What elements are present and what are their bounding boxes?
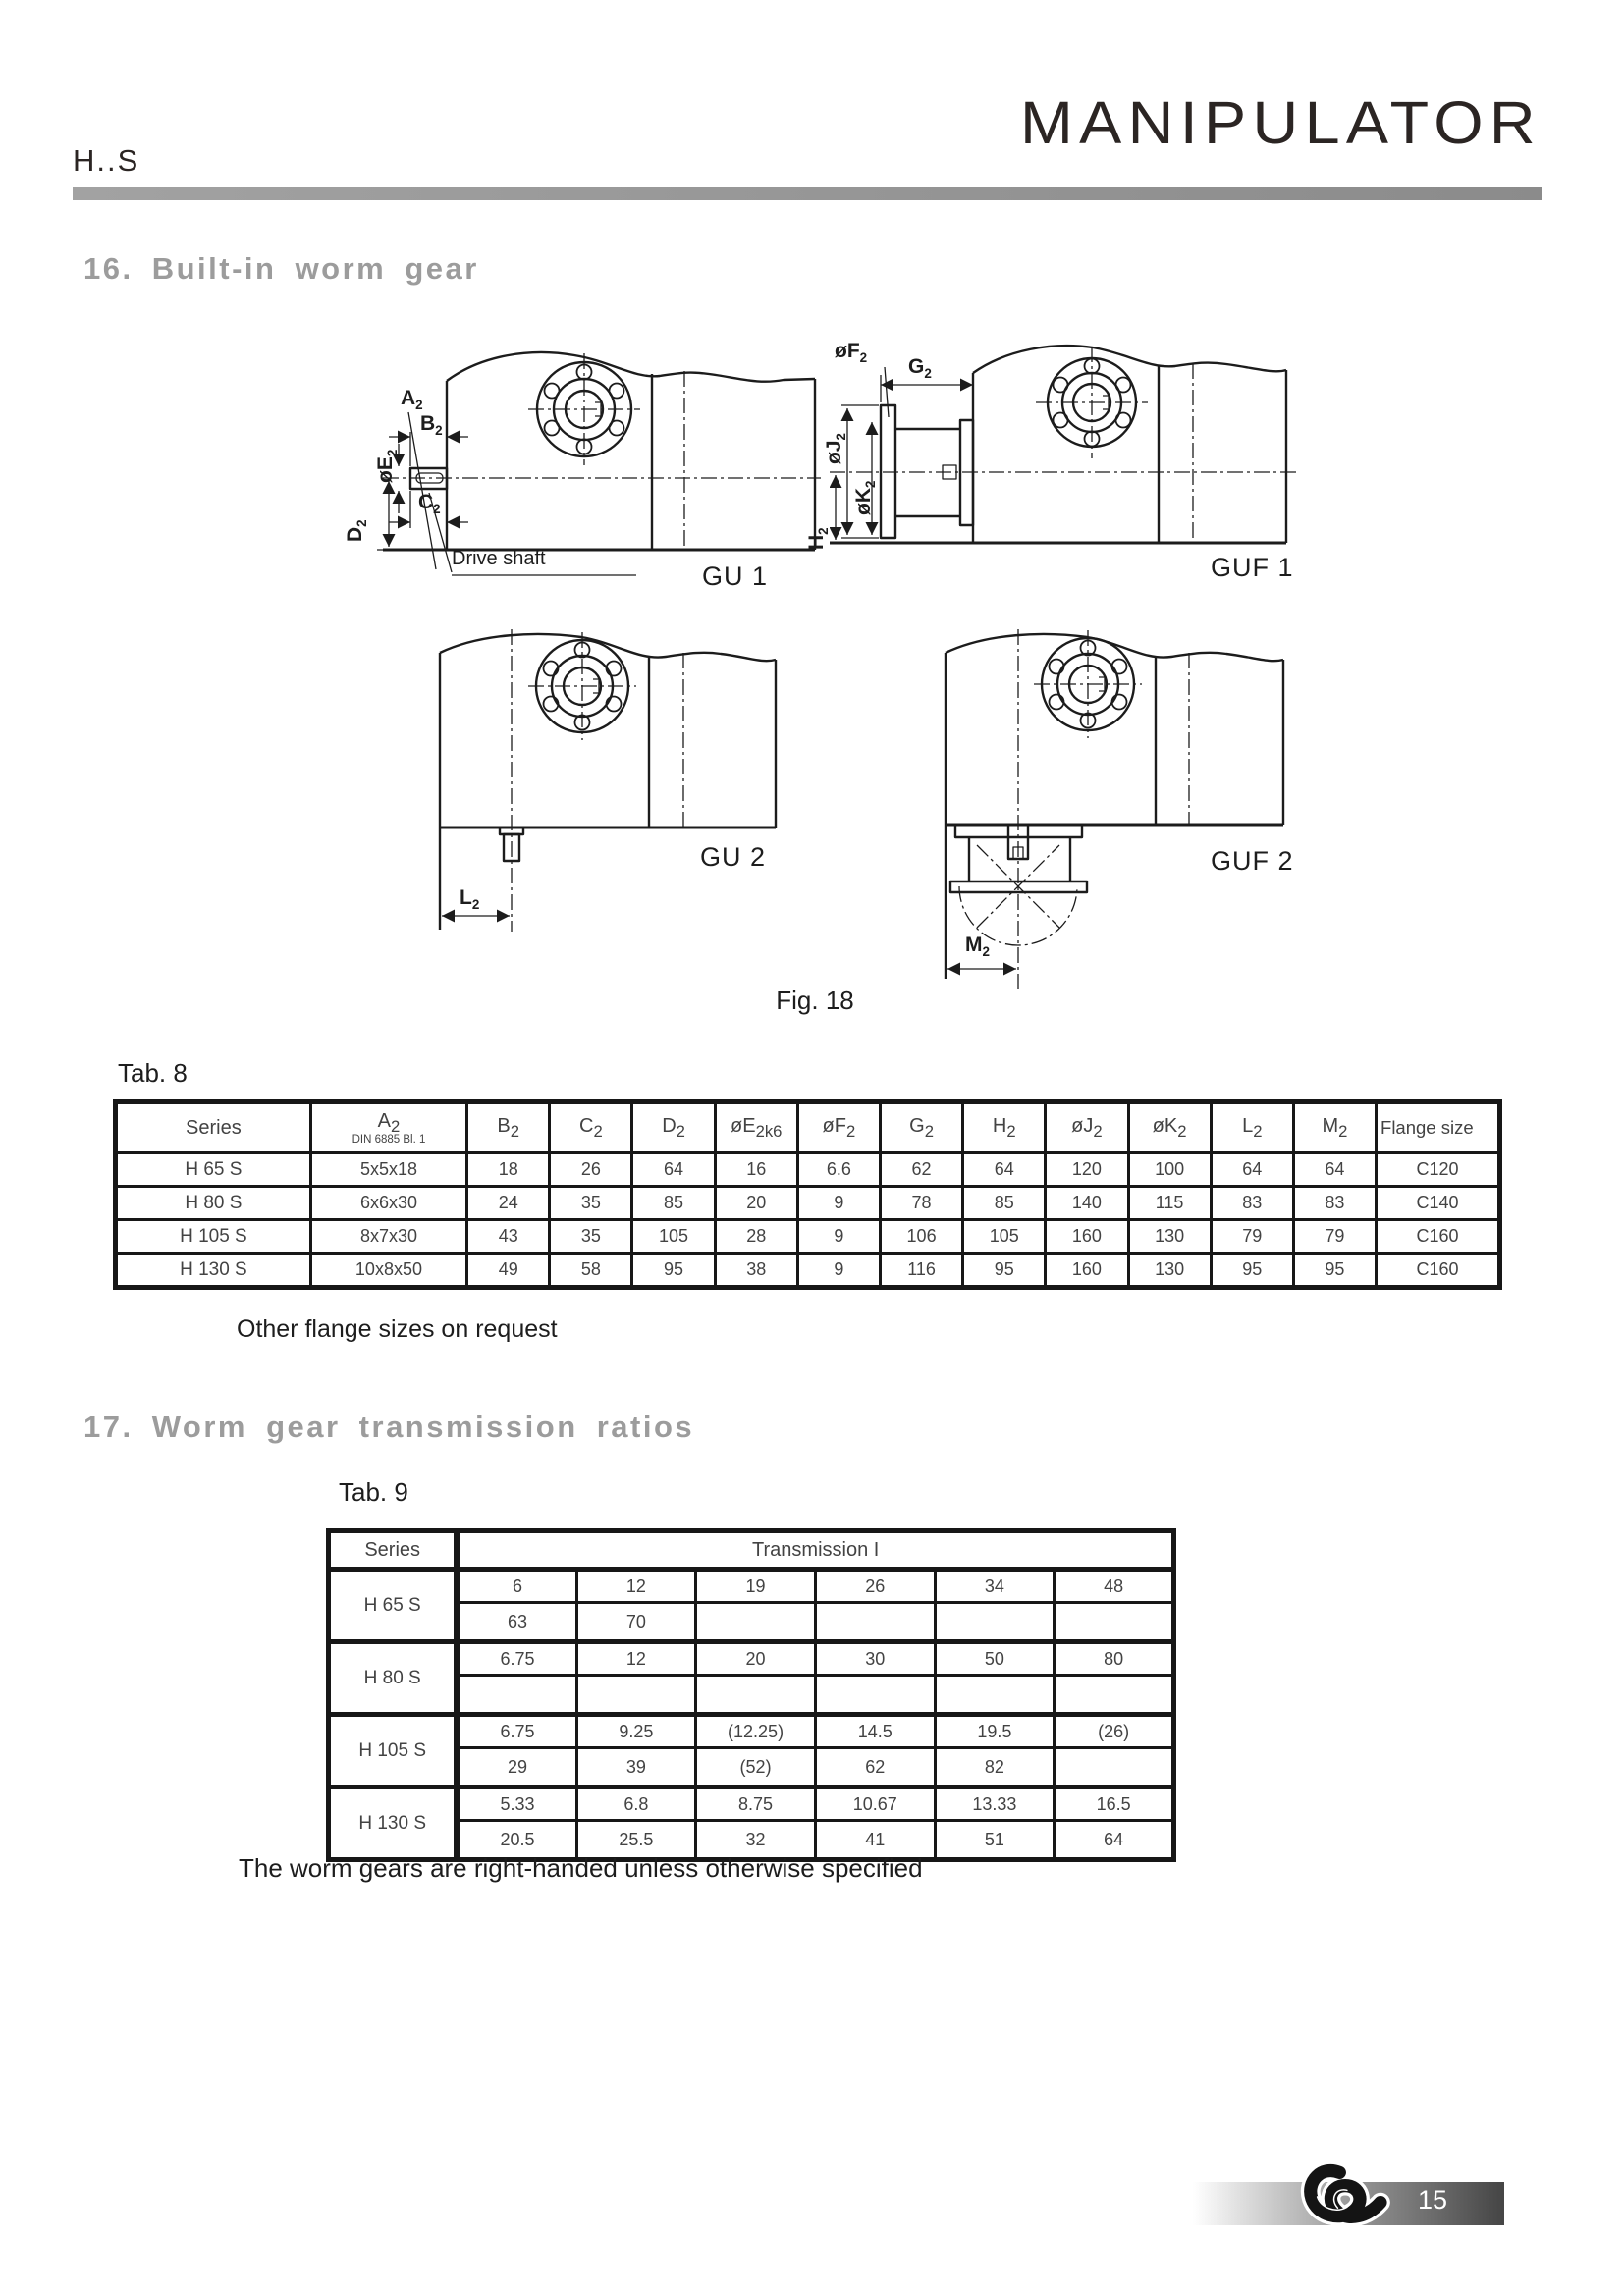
tab8-value-cell: 10x8x50: [310, 1254, 466, 1288]
dim-label-b2: $B_2$: [420, 412, 443, 439]
tab9-row: [329, 1642, 1174, 1676]
tab8-col-header-flange-size: Flange size: [1377, 1102, 1500, 1153]
tab9-body: [329, 1570, 1174, 1860]
tab9-value-cell: [935, 1603, 1055, 1642]
tab8-col-header-m2: $M_2$: [1293, 1102, 1376, 1153]
tab8-value-cell: 160: [1046, 1220, 1128, 1254]
figure-caption: Fig. 18: [776, 986, 854, 1015]
tab9-value-cell: 6.75: [457, 1715, 576, 1748]
gu1-caption: GU 1: [702, 561, 769, 591]
tab9-value-cell: 25.5: [576, 1821, 696, 1860]
tab8-col-header-b2: $B_2$: [467, 1102, 550, 1153]
tab9-series-cell: H 80 S: [329, 1642, 458, 1715]
tab9-transmission-header: Transmission I: [457, 1531, 1173, 1570]
tab9-row: [329, 1788, 1174, 1821]
dim-label-m2: $M_2$: [965, 934, 990, 960]
tab8-header-row: [116, 1102, 1500, 1153]
tab8-value-cell: 105: [632, 1220, 715, 1254]
tab9-value-cell: 8.75: [696, 1788, 816, 1821]
page-number: 15: [1418, 2185, 1448, 2215]
tab8-col-header-c2: $C_2$: [550, 1102, 632, 1153]
tab8-col-header-h2: $H_2$: [963, 1102, 1046, 1153]
page-model-code: H..S: [73, 143, 140, 178]
tab9-value-cell: [696, 1676, 816, 1715]
tab8-value-cell: 95: [1293, 1254, 1376, 1288]
tab8-value-cell: 35: [550, 1220, 632, 1254]
dim-label-e2: $øE_2$: [374, 449, 401, 483]
tab8-value-cell: 85: [632, 1187, 715, 1220]
dim-label-k2: $øK_2$: [852, 480, 879, 515]
tab9-value-cell: 13.33: [935, 1788, 1055, 1821]
tab8-value-cell: C120: [1377, 1153, 1500, 1187]
tab8-col-header-a2: $A_2$ DIN 6885 Bl. 1: [310, 1102, 466, 1153]
tab9-value-cell: 32: [696, 1821, 816, 1860]
tab8-label: Tab. 8: [118, 1058, 188, 1088]
tab8-a2-note: DIN 6885 Bl. 1: [352, 1134, 426, 1146]
dim-label-d2: $D_2$: [344, 519, 370, 542]
dim-label-c2: $C_2$: [418, 491, 441, 517]
gu2-caption: GU 2: [700, 842, 767, 872]
tab9-value-cell: 9.25: [576, 1715, 696, 1748]
tab8-value-cell: 58: [550, 1254, 632, 1288]
tab8-value-cell: 35: [550, 1187, 632, 1220]
tab9-wrapper: [326, 1528, 1176, 1862]
tab8-value-cell: 9: [797, 1254, 880, 1288]
tab8-col-header-øj2: $øJ_2$: [1046, 1102, 1128, 1153]
tab9-series-cell: H 105 S: [329, 1715, 458, 1788]
tab9-value-cell: [457, 1676, 576, 1715]
tab9-value-cell: 20: [696, 1642, 816, 1676]
tab9-value-cell: [815, 1676, 935, 1715]
tab8-value-cell: 79: [1293, 1220, 1376, 1254]
tab8-value-cell: 16: [715, 1153, 797, 1187]
tab8-row: [116, 1254, 1500, 1288]
tab8-col-header-series: Series: [116, 1102, 311, 1153]
tab8-value-cell: 28: [715, 1220, 797, 1254]
tab9-value-cell: 48: [1055, 1570, 1174, 1603]
tab9-value-cell: (12.25): [696, 1715, 816, 1748]
tab9-value-cell: [1055, 1748, 1174, 1788]
tab8-value-cell: 8x7x30: [310, 1220, 466, 1254]
tab8-value-cell: 83: [1293, 1187, 1376, 1220]
tab9-value-cell: 39: [576, 1748, 696, 1788]
tab9-series-header: Series: [329, 1531, 458, 1570]
tab9-row: [329, 1715, 1174, 1748]
tab8-series-cell: H 105 S: [116, 1220, 311, 1254]
tab8-row: [116, 1220, 1500, 1254]
tab9-value-cell: (52): [696, 1748, 816, 1788]
dim-label-f2: $øF_2$: [835, 340, 868, 366]
tab9-value-cell: 5.33: [457, 1788, 576, 1821]
tab8-col-header-øk2: $øK_2$: [1128, 1102, 1211, 1153]
tab8-value-cell: 106: [880, 1220, 962, 1254]
tab8-value-cell: 64: [963, 1153, 1046, 1187]
tab9-head: [329, 1531, 1174, 1570]
tab9-value-cell: 6.8: [576, 1788, 696, 1821]
tab9-value-cell: 64: [1055, 1821, 1174, 1860]
tab8-value-cell: C140: [1377, 1187, 1500, 1220]
tab8-value-cell: 95: [1211, 1254, 1293, 1288]
tab9-value-cell: 20.5: [457, 1821, 576, 1860]
tab9-value-cell: 6.75: [457, 1642, 576, 1676]
section-16-heading: 16. Built-in worm gear: [83, 251, 479, 286]
dim-label-j2: $øJ_2$: [823, 433, 849, 464]
tab8-row: [116, 1187, 1500, 1220]
dim-label-g2: $G_2$: [908, 355, 932, 382]
tab9-value-cell: 34: [935, 1570, 1055, 1603]
tab8-note: Other flange sizes on request: [237, 1315, 558, 1343]
tab8-value-cell: C160: [1377, 1220, 1500, 1254]
tab8-value-cell: 6.6: [797, 1153, 880, 1187]
tab9-row: [329, 1570, 1174, 1603]
tab8-value-cell: 85: [963, 1187, 1046, 1220]
tab8-col-header-l2: $L_2$: [1211, 1102, 1293, 1153]
tab8-value-cell: 130: [1128, 1254, 1211, 1288]
header-rule-bar: [73, 187, 1542, 200]
tab8-value-cell: 20: [715, 1187, 797, 1220]
tab9-value-cell: 10.67: [815, 1788, 935, 1821]
transmission-table: [326, 1528, 1176, 1862]
tab8-body: [116, 1153, 1500, 1288]
tab8-col-header-øf2: $øF_2$: [797, 1102, 880, 1153]
tab9-value-cell: [576, 1676, 696, 1715]
tab8-value-cell: 6x6x30: [310, 1187, 466, 1220]
tab8-value-cell: 83: [1211, 1187, 1293, 1220]
tab8-value-cell: 49: [467, 1254, 550, 1288]
tab9-value-cell: 14.5: [815, 1715, 935, 1748]
tab9-value-cell: 50: [935, 1642, 1055, 1676]
tab9-value-cell: 62: [815, 1748, 935, 1788]
dim-label-l2: $L_2$: [460, 886, 480, 913]
tab9-value-cell: 19.5: [935, 1715, 1055, 1748]
tab9-value-cell: [815, 1603, 935, 1642]
tab8-value-cell: 95: [963, 1254, 1046, 1288]
tab9-value-cell: 80: [1055, 1642, 1174, 1676]
section-17-heading: 17. Worm gear transmission ratios: [83, 1410, 695, 1444]
tab8-value-cell: 115: [1128, 1187, 1211, 1220]
dimensions-table: [113, 1099, 1502, 1290]
tab9-value-cell: 12: [576, 1570, 696, 1603]
drive-shaft-label: Drive shaft: [452, 548, 546, 569]
tab8-value-cell: 9: [797, 1220, 880, 1254]
tab8-value-cell: 120: [1046, 1153, 1128, 1187]
tab8-value-cell: 160: [1046, 1254, 1128, 1288]
tab8-value-cell: 9: [797, 1187, 880, 1220]
tab8-value-cell: 64: [1211, 1153, 1293, 1187]
tab9-value-cell: 70: [576, 1603, 696, 1642]
tab8-row: [116, 1153, 1500, 1187]
tab9-value-cell: 30: [815, 1642, 935, 1676]
tab9-value-cell: 51: [935, 1821, 1055, 1860]
tab8-value-cell: 62: [880, 1153, 962, 1187]
tab8-value-cell: 95: [632, 1254, 715, 1288]
brand-logo-knot-icon: [1298, 2162, 1392, 2230]
tab9-header-row: [329, 1531, 1174, 1570]
tab8-head: [116, 1102, 1500, 1153]
tab8-value-cell: 140: [1046, 1187, 1128, 1220]
tab9-value-cell: 29: [457, 1748, 576, 1788]
tab8-wrapper: [113, 1099, 1502, 1290]
tab8-col-header-øe2k6: $øE_{2k6}$: [715, 1102, 797, 1153]
brand-title: MANIPULATOR: [1019, 89, 1542, 156]
tab8-value-cell: 78: [880, 1187, 962, 1220]
guf2-caption: GUF 2: [1211, 846, 1294, 876]
tab9-value-cell: [1055, 1603, 1174, 1642]
tab9-value-cell: 41: [815, 1821, 935, 1860]
tab9-value-cell: [1055, 1676, 1174, 1715]
tab9-label: Tab. 9: [339, 1477, 408, 1507]
tab9-value-cell: 19: [696, 1570, 816, 1603]
tab9-value-cell: 63: [457, 1603, 576, 1642]
tab8-value-cell: 64: [1293, 1153, 1376, 1187]
tab9-value-cell: 82: [935, 1748, 1055, 1788]
gu1-drawing: [334, 334, 825, 640]
tab9-value-cell: 16.5: [1055, 1788, 1174, 1821]
tab8-series-cell: H 65 S: [116, 1153, 311, 1187]
tab8-value-cell: 38: [715, 1254, 797, 1288]
tab8-series-cell: H 130 S: [116, 1254, 311, 1288]
tab8-series-cell: H 80 S: [116, 1187, 311, 1220]
guf1-drawing: [830, 324, 1301, 648]
tab9-value-cell: 6: [457, 1570, 576, 1603]
tab8-col-header-g2: $G_2$: [880, 1102, 962, 1153]
tab8-value-cell: 130: [1128, 1220, 1211, 1254]
tab9-value-cell: 12: [576, 1642, 696, 1676]
tab9-value-cell: [935, 1676, 1055, 1715]
tab8-value-cell: 26: [550, 1153, 632, 1187]
tab8-value-cell: 116: [880, 1254, 962, 1288]
tab8-value-cell: C160: [1377, 1254, 1500, 1288]
tab8-value-cell: 64: [632, 1153, 715, 1187]
tab9-series-cell: H 130 S: [329, 1788, 458, 1860]
dim-label-a2: $A_2$: [401, 387, 423, 413]
gu2-drawing: [422, 623, 805, 947]
tab8-value-cell: 5x5x18: [310, 1153, 466, 1187]
tab9-note: The worm gears are right-handed unless otherwise specified: [239, 1853, 923, 1883]
tab8-value-cell: 18: [467, 1153, 550, 1187]
guf1-caption: GUF 1: [1211, 553, 1294, 582]
tab9-value-cell: (26): [1055, 1715, 1174, 1748]
dim-label-h2: $H_2$: [805, 527, 832, 550]
tab8-value-cell: 100: [1128, 1153, 1211, 1187]
tab9-series-cell: H 65 S: [329, 1570, 458, 1642]
tab8-value-cell: 79: [1211, 1220, 1293, 1254]
tab8-value-cell: 43: [467, 1220, 550, 1254]
tab9-value-cell: [696, 1603, 816, 1642]
tab8-value-cell: 24: [467, 1187, 550, 1220]
tab8-value-cell: 105: [963, 1220, 1046, 1254]
tab9-value-cell: 26: [815, 1570, 935, 1603]
tab8-col-header-d2: $D_2$: [632, 1102, 715, 1153]
